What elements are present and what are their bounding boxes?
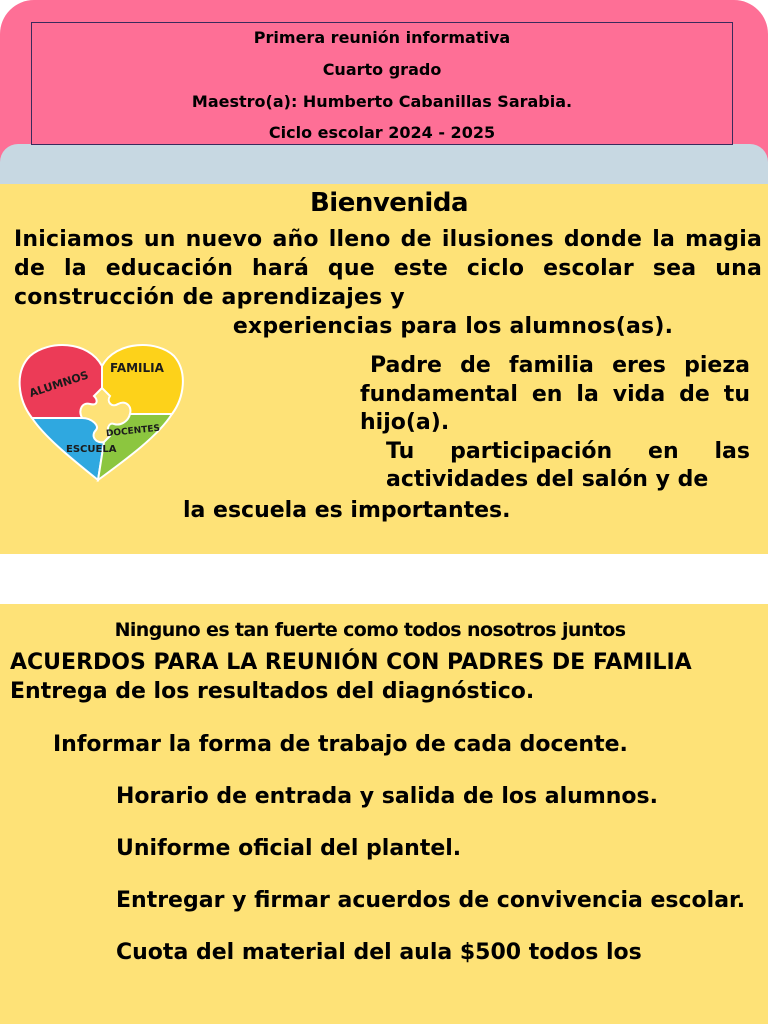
participation-text-end: la escuela es importantes. (183, 498, 511, 523)
teacher-name: Maestro(a): Humberto Cabanillas Sarabia. (191, 92, 573, 111)
agenda-item: Horario de entrada y salida de los alumnos. (116, 784, 658, 809)
intro-text-end: experiencias para los alumnos(as). (232, 314, 674, 339)
welcome-intro (14, 225, 762, 341)
puzzle-label-escuela: ESCUELA (66, 444, 117, 455)
agenda-item: Cuota del material del aula $500 todos los (116, 940, 642, 965)
puzzle-piece-familia (102, 345, 183, 414)
header-banner (0, 0, 768, 190)
school-year: Ciclo escolar 2024 - 2025 (268, 123, 496, 142)
agenda-item: Entregar y firmar acuerdos de convivencia escolar. (116, 888, 746, 913)
intro-text: Iniciamos un nuevo año lleno de ilusiones donde la magia de la educación hará que este ciclo escolar sea una construcción de aprendizajes y (14, 227, 762, 310)
heart-puzzle-icon (18, 338, 186, 486)
puzzle-label-alumnos: ALUMNOS (27, 368, 91, 400)
parents-message (360, 352, 750, 495)
parents-text: Padre de familia eres pieza fundamental en la vida de tu hijo(a). (360, 353, 750, 435)
puzzle-label-docentes: DOCENTES (105, 423, 161, 440)
agenda-item: Informar la forma de trabajo de cada docente. (53, 732, 628, 757)
meeting-name: Primera reunión informativa (253, 28, 511, 47)
agenda-item: Uniforme oficial del plantel. (116, 836, 462, 861)
agenda-item: Entrega de los resultados del diagnóstico. (10, 679, 535, 704)
header-info-box (31, 22, 733, 145)
puzzle-label-familia: FAMILIA (110, 361, 164, 375)
agenda-title: ACUERDOS PARA LA REUNIÓN CON PADRES DE FAMILIA (10, 650, 692, 675)
grade: Cuarto grado (322, 60, 442, 79)
participation-text: Tu participación en las actividades del salón y de (386, 438, 750, 492)
agenda (10, 648, 750, 967)
welcome-title: Bienvenida (309, 188, 469, 218)
motto: Ninguno es tan fuerte como todos nosotros juntos (114, 619, 626, 641)
